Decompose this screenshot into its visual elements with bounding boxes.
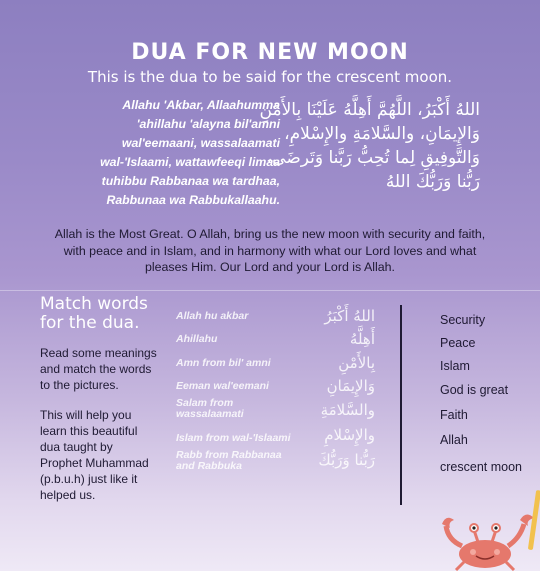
para-line: dua taught by	[40, 440, 113, 454]
meaning-item: Security	[440, 313, 486, 327]
meaning-item: Faith	[440, 408, 468, 422]
word-transliteration	[176, 433, 346, 444]
para-line: learn this beautiful	[40, 424, 138, 438]
para-line: to the pictures.	[40, 378, 119, 392]
translit-line: Rabbunaa wa Rabbukallaahu.	[106, 193, 280, 207]
para-line: helped us.	[40, 488, 96, 502]
word-line: and Rabbuka	[176, 460, 242, 472]
word-arabic: بِالأَمْنِ	[338, 354, 375, 372]
word-line: Salam from	[176, 397, 234, 409]
word-transliteration	[176, 311, 346, 322]
instructions-paragraph	[40, 345, 175, 393]
translit-line: wal-'Islaami, wattawfeeqi limaa	[100, 155, 280, 169]
arabic-line: وَالإِيمَانِ، والسَّلامَةِ والإِسْلامِ،	[284, 124, 480, 144]
translation-line: pleases Him. Our Lord and your Lord is Allah.	[144, 260, 395, 274]
match-heading	[40, 295, 148, 333]
translation-line: with peace and in Islam, and in harmony with what our Lord loves and what	[63, 243, 477, 258]
translation-line: Allah is the Most Great. O Allah, bring us the new moon with security and faith,	[54, 227, 486, 241]
para-line: and match the words	[40, 362, 152, 376]
translit-line: Allahu 'Akbar, Allaahumma	[122, 98, 280, 112]
translit-line: tuhibbu Rabbanaa wa tardhaa,	[101, 174, 280, 188]
word-line: Islam from wal-'Islaami	[176, 432, 291, 444]
word-transliteration	[176, 381, 346, 392]
word-line: Amn from bil' amni	[176, 357, 271, 369]
dua-translation	[0, 226, 540, 276]
page-subtitle: This is the dua to be said for the crescent moon.	[87, 68, 453, 86]
crab-icon	[440, 482, 540, 571]
meaning-item: Peace	[440, 336, 476, 350]
arabic-line: رَبُّنا وَرَبُّكَ اللهُ	[385, 172, 480, 192]
word-arabic: رَبُّنا وَرَبُّكَ	[318, 451, 375, 469]
arabic-line: اللهُ أَكْبَرُ، اللَّهُمَّ أَهِلَّهُ عَلَيْنَا بِالأَمْنِ	[259, 100, 480, 120]
meaning-item: God is great	[440, 383, 509, 397]
meaning-item: Allah	[440, 433, 468, 447]
word-arabic: والإِسْلامِ	[324, 426, 375, 444]
meaning-item: Islam	[440, 359, 470, 373]
arabic-line: وَالتَّوفِيقِ لِما تُحِبُّ رَبَّنا وَتَرضَى،	[266, 148, 480, 168]
para-line: Prophet Muhammad	[40, 456, 149, 470]
word-arabic: وَالإِيمَانِ	[326, 377, 375, 395]
para-line: (p.b.u.h) just like it	[40, 472, 138, 486]
meaning-item: crescent moon	[440, 460, 522, 474]
section-divider	[0, 290, 540, 291]
word-line: wassalaamati	[176, 408, 244, 420]
translit-line: wal'eemaani, wassalaamati	[121, 136, 280, 150]
word-line: Allah hu akbar	[176, 310, 249, 322]
word-transliteration	[176, 358, 346, 369]
word-line: Ahillahu	[176, 333, 218, 345]
word-line: Rabb from Rabbanaa	[176, 449, 282, 461]
match-separator-line	[400, 305, 402, 505]
word-line: Eeman wal'eemani	[176, 380, 269, 392]
purpose-paragraph	[40, 407, 175, 503]
word-arabic: أَهِلَّهُ	[349, 330, 375, 348]
word-transliteration	[176, 334, 346, 345]
word-arabic: والسَّلامَةِ	[320, 401, 375, 419]
match-heading-line: Match words	[40, 294, 148, 314]
para-line: Read some meanings	[40, 346, 157, 360]
translit-line: 'ahillahu 'alayna bil'amni	[136, 117, 280, 131]
word-arabic: اللهُ أَكْبَرُ	[324, 307, 375, 325]
dua-arabic	[230, 98, 480, 194]
page-title: DUA FOR NEW MOON	[131, 40, 409, 65]
para-line: This will help you	[40, 408, 132, 422]
match-heading-line: for the dua.	[40, 313, 140, 333]
